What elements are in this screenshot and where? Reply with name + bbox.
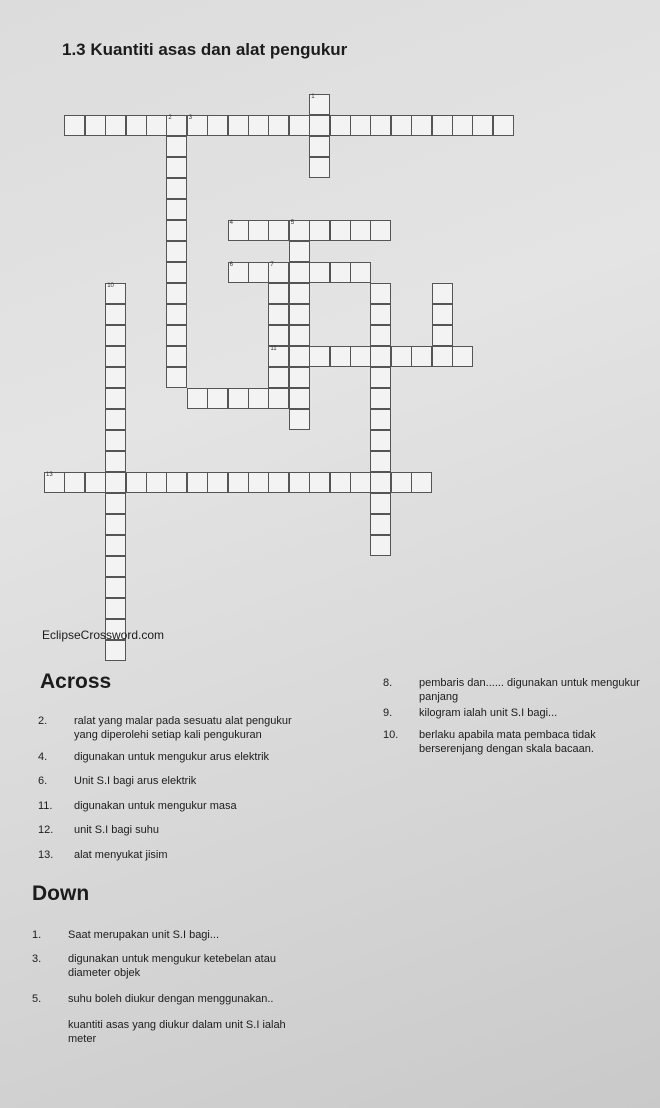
clue-across-12 <box>38 823 358 837</box>
crossword-cell[interactable] <box>330 472 351 493</box>
crossword-cell[interactable] <box>248 472 269 493</box>
crossword-cell[interactable] <box>289 346 310 367</box>
clue-text: pembaris dan...... digunakan untuk mengukur <box>419 677 640 689</box>
crossword-cell[interactable] <box>105 325 126 346</box>
clue-number: 11. <box>38 800 53 812</box>
crossword-cell[interactable] <box>105 556 126 577</box>
crossword-cell[interactable] <box>166 220 187 241</box>
crossword-cell[interactable] <box>146 115 167 136</box>
crossword-cell[interactable] <box>309 262 330 283</box>
crossword-cell[interactable] <box>187 388 208 409</box>
clue-text: Saat merupakan unit S.I bagi... <box>68 929 220 941</box>
crossword-cell[interactable] <box>309 346 330 367</box>
crossword-cell[interactable] <box>105 514 126 535</box>
crossword-cell[interactable] <box>268 283 289 304</box>
cell-number: 1 <box>311 94 315 100</box>
clue-text: suhu boleh diukur dengan menggunakan.. <box>68 993 274 1005</box>
crossword-cell[interactable] <box>105 535 126 556</box>
crossword-cell[interactable] <box>432 325 453 346</box>
crossword-cell[interactable] <box>126 472 147 493</box>
crossword-cell[interactable] <box>207 472 228 493</box>
credit-text: EclipseCrossword.com <box>42 628 165 642</box>
crossword-cell[interactable] <box>248 388 269 409</box>
crossword-cell[interactable] <box>289 304 310 325</box>
clue-number: 12. <box>38 824 54 836</box>
clue-text-cont: diameter objek <box>68 967 141 979</box>
crossword-cell[interactable] <box>370 451 391 472</box>
down-heading: Down <box>32 882 90 905</box>
cell-number: 4 <box>229 220 233 226</box>
crossword-cell[interactable] <box>248 115 269 136</box>
clue-down-extra <box>68 1018 368 1046</box>
clue-text: unit S.I bagi suhu <box>74 824 160 836</box>
crossword-cell[interactable] <box>268 472 289 493</box>
crossword-cell[interactable] <box>166 325 187 346</box>
crossword-cell[interactable] <box>350 472 371 493</box>
clue-down-5 <box>32 992 352 1006</box>
crossword-cell[interactable] <box>309 157 330 178</box>
crossword-cell[interactable] <box>309 220 330 241</box>
crossword-cell[interactable] <box>166 283 187 304</box>
crossword-cell[interactable] <box>268 220 289 241</box>
crossword-cell[interactable] <box>268 115 289 136</box>
clue-across-10 <box>383 728 653 756</box>
crossword-cell[interactable] <box>370 283 391 304</box>
clue-number: 2. <box>38 715 48 727</box>
crossword-cell[interactable] <box>44 472 65 493</box>
crossword-cell[interactable] <box>370 346 391 367</box>
crossword-cell[interactable] <box>85 472 106 493</box>
cell-number: 2 <box>168 115 172 121</box>
crossword-cell[interactable] <box>391 346 412 367</box>
clue-number: 6. <box>38 775 48 787</box>
crossword-cell[interactable] <box>166 136 187 157</box>
crossword-cell[interactable] <box>370 535 391 556</box>
clue-text-cont: yang diperolehi setiap kali pengukuran <box>74 729 262 741</box>
clue-text: digunakan untuk mengukur masa <box>74 800 237 812</box>
crossword-cell[interactable] <box>289 283 310 304</box>
crossword-cell[interactable] <box>370 472 391 493</box>
clue-across-11 <box>38 799 358 813</box>
cell-number: 11 <box>270 346 277 352</box>
clue-number: 1. <box>32 929 42 941</box>
clue-down-1 <box>32 928 352 942</box>
crossword-cell[interactable] <box>105 472 126 493</box>
crossword-cell[interactable] <box>105 115 126 136</box>
crossword-cell[interactable] <box>105 346 126 367</box>
clue-down-3 <box>32 952 352 980</box>
crossword-cell[interactable] <box>268 367 289 388</box>
crossword-cell[interactable] <box>350 346 371 367</box>
crossword-cell[interactable] <box>411 115 432 136</box>
crossword-cell[interactable] <box>289 241 310 262</box>
crossword-cell[interactable] <box>330 346 351 367</box>
crossword-cell[interactable] <box>105 598 126 619</box>
clue-number: 5. <box>32 993 42 1005</box>
cell-number: 6 <box>229 262 233 268</box>
crossword-cell[interactable] <box>166 304 187 325</box>
crossword-cell[interactable] <box>268 388 289 409</box>
crossword-cell[interactable] <box>330 262 351 283</box>
cell-number: 5 <box>290 220 295 226</box>
crossword-cell[interactable] <box>268 346 289 367</box>
crossword-cell[interactable] <box>64 115 85 136</box>
crossword-cell[interactable] <box>452 115 473 136</box>
crossword-cell[interactable] <box>105 409 126 430</box>
crossword-cell[interactable] <box>268 262 289 283</box>
crossword-cell[interactable] <box>105 577 126 598</box>
clue-number: 3. <box>32 953 42 965</box>
crossword-cell[interactable] <box>472 115 493 136</box>
crossword-cell[interactable] <box>289 115 310 136</box>
clue-text: kilogram ialah unit S.I bagi... <box>419 707 558 719</box>
crossword-cell[interactable] <box>228 472 249 493</box>
crossword-cell[interactable] <box>105 451 126 472</box>
clue-text: alat menyukat jisim <box>74 849 168 861</box>
crossword-cell[interactable] <box>105 367 126 388</box>
clue-across-8 <box>383 676 653 704</box>
clue-text: digunakan untuk mengukur arus elektrik <box>74 751 270 763</box>
across-heading: Across <box>40 670 112 693</box>
crossword-cell[interactable] <box>228 388 249 409</box>
crossword-cell[interactable] <box>187 472 208 493</box>
crossword-cell[interactable] <box>268 304 289 325</box>
crossword-cell[interactable] <box>228 220 249 241</box>
crossword-cell[interactable] <box>391 115 412 136</box>
crossword-cell[interactable] <box>432 115 453 136</box>
clue-text: digunakan untuk mengukur ketebelan atau <box>68 953 276 965</box>
clue-text: kuantiti asas yang diukur dalam unit S.I ialah <box>68 1019 286 1031</box>
crossword-cell[interactable] <box>166 241 187 262</box>
clue-text: ralat yang malar pada sesuatu alat pengukur <box>74 715 292 727</box>
crossword-cell[interactable] <box>268 325 289 346</box>
crossword-cell[interactable] <box>207 388 228 409</box>
clue-text-cont: meter <box>68 1033 97 1045</box>
crossword-cell[interactable] <box>64 472 85 493</box>
crossword-cell[interactable] <box>309 94 330 115</box>
crossword-cell[interactable] <box>452 346 473 367</box>
crossword-cell[interactable] <box>105 304 126 325</box>
crossword-cell[interactable] <box>187 115 208 136</box>
clue-across-6 <box>38 774 358 788</box>
crossword-cell[interactable] <box>166 115 187 136</box>
crossword-cell[interactable] <box>105 283 126 304</box>
crossword-cell[interactable] <box>105 640 126 661</box>
crossword-cell[interactable] <box>411 346 432 367</box>
crossword-cell[interactable] <box>391 472 412 493</box>
clue-number: 4. <box>38 751 48 763</box>
crossword-cell[interactable] <box>289 388 310 409</box>
crossword-cell[interactable] <box>330 115 351 136</box>
cell-number: 7 <box>270 262 274 268</box>
page-title: 1.3 Kuantiti asas dan alat pengukur <box>62 40 348 59</box>
clue-text: Unit S.I bagi arus elektrik <box>74 775 197 787</box>
crossword-cell[interactable] <box>370 514 391 535</box>
crossword-cell[interactable] <box>166 178 187 199</box>
crossword-cell[interactable] <box>248 262 269 283</box>
crossword-cell[interactable] <box>289 472 310 493</box>
crossword-cell[interactable] <box>289 220 310 241</box>
crossword-cell[interactable] <box>248 220 269 241</box>
cell-number: 10 <box>107 283 114 289</box>
crossword-cell[interactable] <box>370 304 391 325</box>
clue-text-cont: panjang <box>419 691 459 703</box>
crossword-cell[interactable] <box>309 472 330 493</box>
crossword-cell[interactable] <box>166 346 187 367</box>
crossword-cell[interactable] <box>105 493 126 514</box>
crossword-cell[interactable] <box>370 430 391 451</box>
clue-across-4 <box>38 750 358 764</box>
crossword-cell[interactable] <box>330 220 351 241</box>
crossword-cell[interactable] <box>411 472 432 493</box>
crossword-cell[interactable] <box>166 157 187 178</box>
cell-number: 3 <box>188 115 193 121</box>
crossword-cell[interactable] <box>370 388 391 409</box>
crossword-cell[interactable] <box>166 367 187 388</box>
crossword-cell[interactable] <box>228 115 249 136</box>
crossword-cell[interactable] <box>432 283 453 304</box>
crossword-cell[interactable] <box>126 115 147 136</box>
crossword-cell[interactable] <box>166 199 187 220</box>
crossword-cell[interactable] <box>370 367 391 388</box>
clue-across-13 <box>38 848 358 862</box>
cell-number: 13 <box>46 472 53 478</box>
clue-text-cont: berserenjang dengan skala bacaan. <box>419 743 594 755</box>
crossword-cell[interactable] <box>432 346 453 367</box>
crossword-cell[interactable] <box>166 262 187 283</box>
crossword-cell[interactable] <box>289 325 310 346</box>
clue-number: 10. <box>383 729 399 741</box>
clue-number: 8. <box>383 677 393 689</box>
crossword-cell[interactable] <box>289 262 310 283</box>
crossword-cell[interactable] <box>289 409 310 430</box>
crossword-cell[interactable] <box>105 430 126 451</box>
clue-across-9 <box>383 706 653 720</box>
clue-text: berlaku apabila mata pembaca tidak <box>419 729 596 741</box>
crossword-cell[interactable] <box>370 220 391 241</box>
crossword-cell[interactable] <box>309 115 330 136</box>
clue-number: 13. <box>38 849 54 861</box>
crossword-cell[interactable] <box>289 367 310 388</box>
crossword-cell[interactable] <box>105 388 126 409</box>
crossword-cell[interactable] <box>146 472 167 493</box>
crossword-cell[interactable] <box>350 115 371 136</box>
crossword-cell[interactable] <box>350 220 371 241</box>
crossword-cell[interactable] <box>228 262 249 283</box>
crossword-cell[interactable] <box>309 136 330 157</box>
crossword-cell[interactable] <box>85 115 106 136</box>
crossword-cell[interactable] <box>370 409 391 430</box>
clue-number: 9. <box>383 707 393 719</box>
crossword-cell[interactable] <box>166 472 187 493</box>
crossword-cell[interactable] <box>370 493 391 514</box>
clue-across-2 <box>38 714 358 742</box>
crossword-cell[interactable] <box>370 325 391 346</box>
crossword-cell[interactable] <box>207 115 228 136</box>
crossword-cell[interactable] <box>432 304 453 325</box>
crossword-cell[interactable] <box>370 115 391 136</box>
crossword-cell[interactable] <box>350 262 371 283</box>
crossword-cell[interactable] <box>493 115 514 136</box>
